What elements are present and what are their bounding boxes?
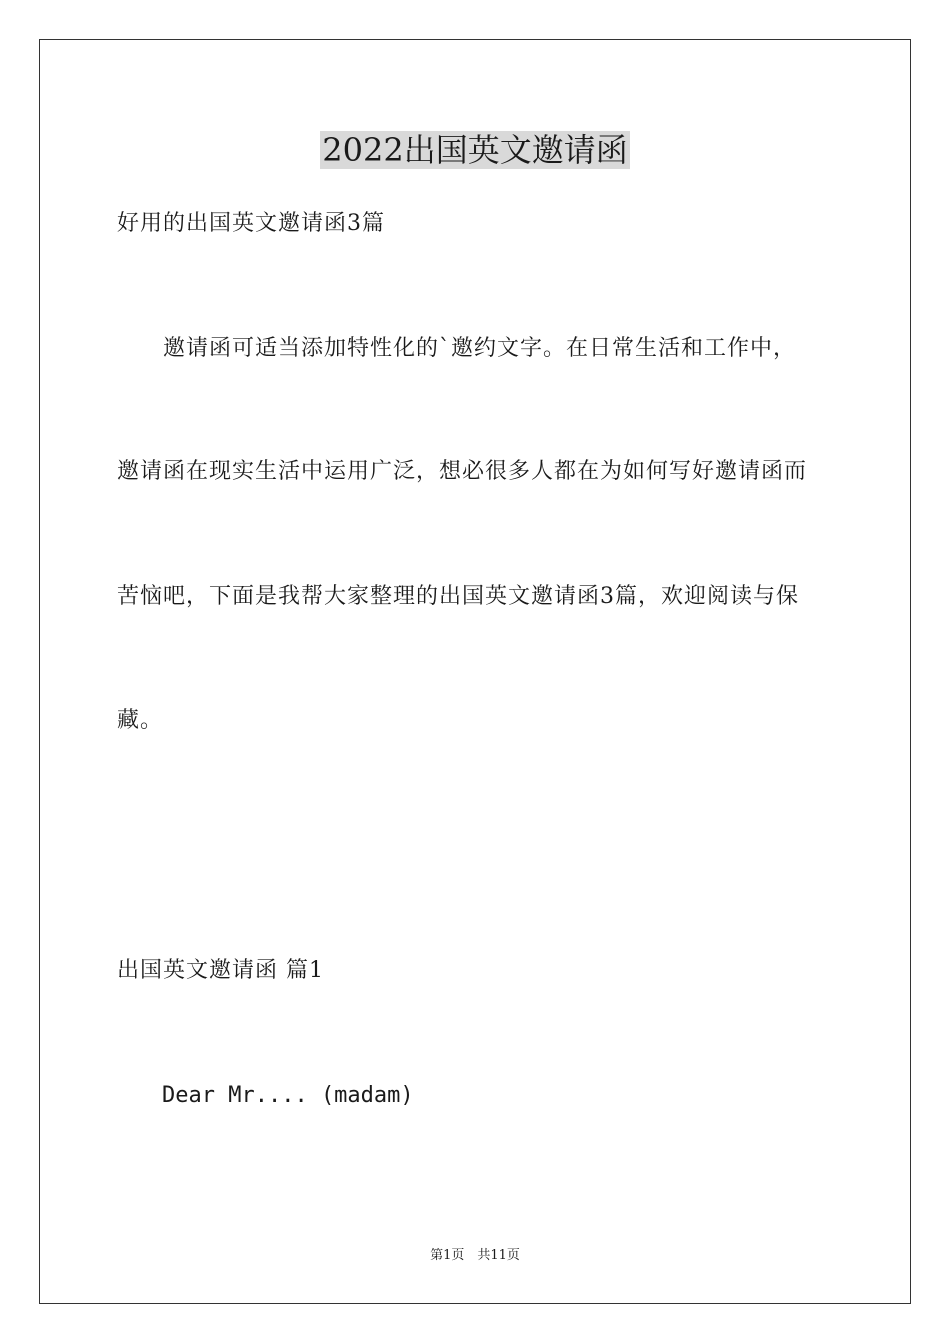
document-title bbox=[0, 128, 950, 172]
intro-line-3: 苦恼吧，下面是我帮大家整理的出国英文邀请函3篇，欢迎阅读与保 bbox=[117, 584, 799, 609]
salutation: Dear Mr.... (madam) bbox=[162, 1083, 414, 1108]
intro-line-1: 邀请函可适当添加特性化的`邀约文字。在日常生活和工作中， bbox=[117, 336, 797, 361]
intro-line-2: 邀请函在现实生活中运用广泛，想必很多人都在为如何写好邀请函而 bbox=[117, 459, 808, 484]
document-subtitle: 好用的出国英文邀请函3篇 bbox=[117, 211, 385, 236]
section-heading: 出国英文邀请函 篇1 bbox=[117, 958, 324, 983]
document-title-text: 2022出国英文邀请函 bbox=[322, 131, 628, 169]
page-footer: 第1页 共11页 bbox=[430, 1248, 520, 1263]
intro-line-4: 藏。 bbox=[117, 708, 164, 733]
